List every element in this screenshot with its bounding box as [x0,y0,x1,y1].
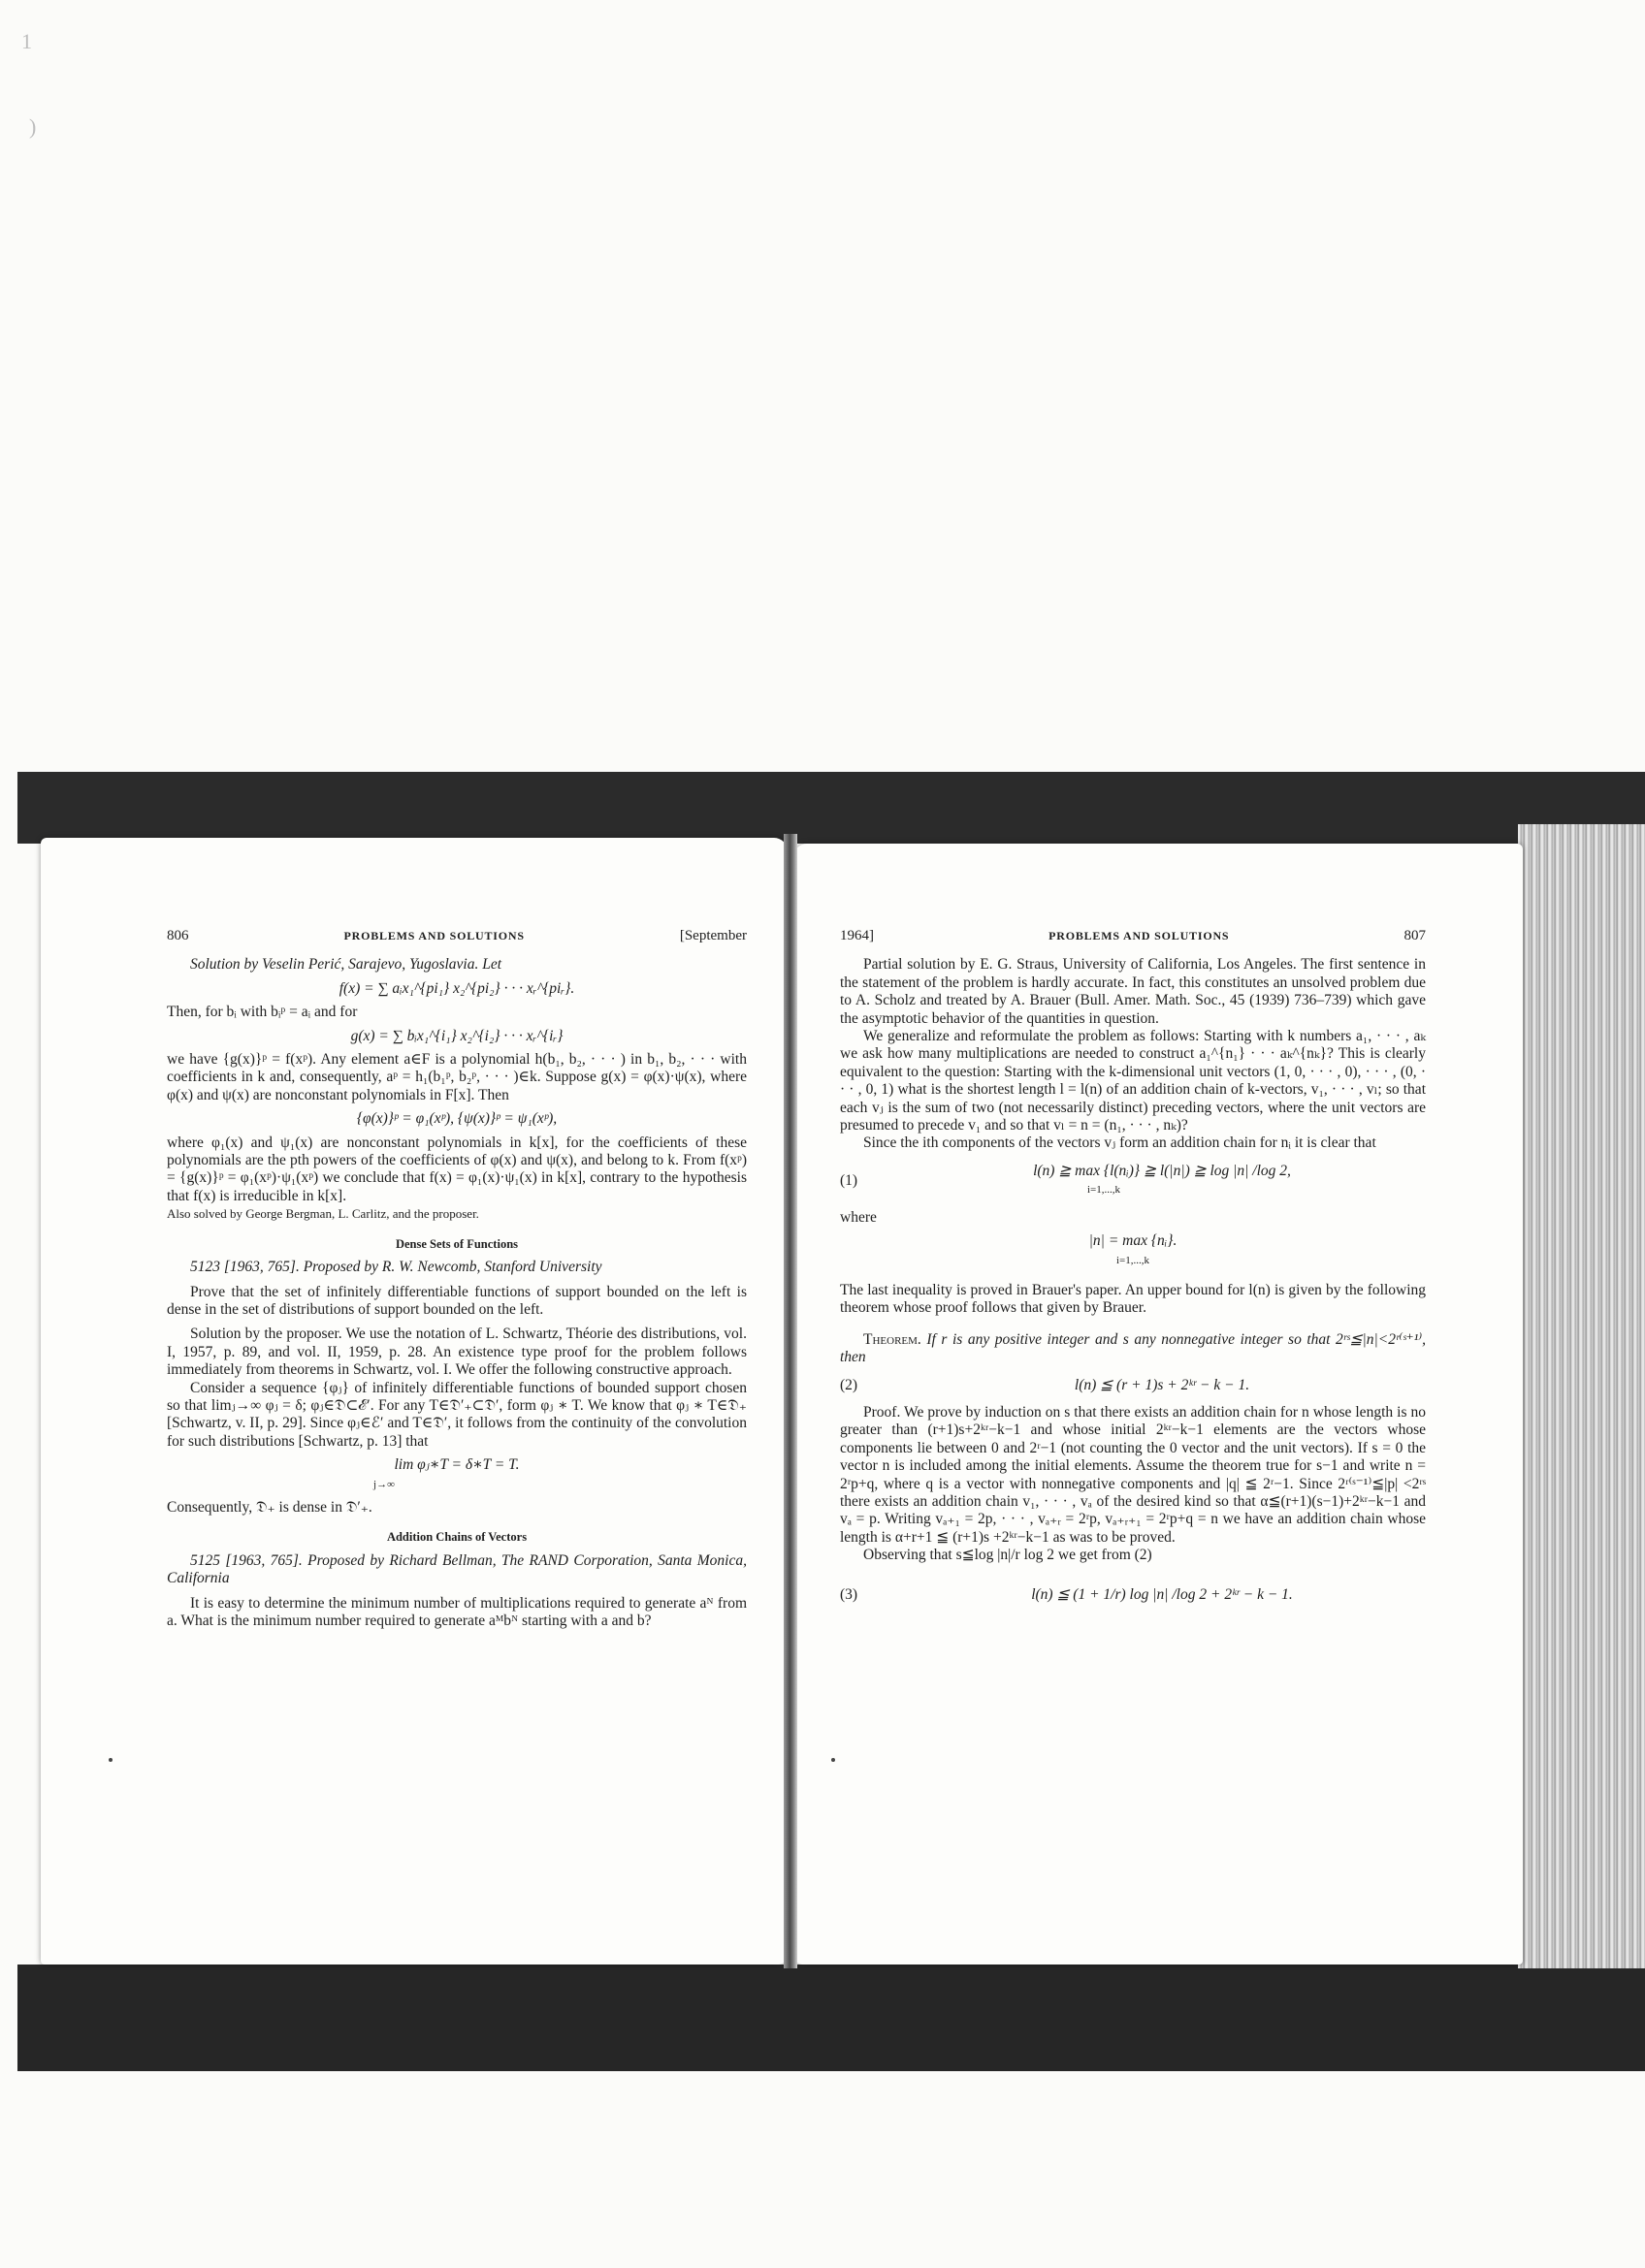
problem-header: 5125 [1963, 765]. Proposed by Richard Bellman, The RAND Corporation, Santa Monica, California [167,1551,747,1587]
equation-number: (3) [840,1585,858,1603]
page-number: 806 [167,928,189,943]
paragraph: We generalize and reformulate the problem as follows: Starting with k numbers a₁, · · · , aₖ we ask how many multiplications are needed to construct a₁^{n₁} · · · aₖ^{nₖ}? This is clearly equivalent to the question: Starting with the k-dimensional unit vectors (1, 0, · · · , 0), · · · , (0, · · · , 0, 1) what is the shortest length l = l(n) of an addition chain of k-vectors, v₁, · · · , vₗ; so that each vⱼ is the sum of two (not necessarily distinct) preceding vectors, where the unit vectors are presumed to precede v₁ and so that vₗ = n = (n₁, · · · , nₖ)? [840,1028,1426,1134]
equation-limit-main: lim φⱼ∗T = δ∗T = T. [394,1456,520,1474]
problem-statement: Prove that the set of infinitely differentiable functions of support bounded on the left is dense in the set of distributions of support bounded on the left. [167,1283,747,1318]
equation-1 [840,1163,1426,1199]
running-head-left [167,927,747,944]
equation-norm-subscript: i=1,...,k [1115,1254,1149,1266]
book-shadow-top [17,772,1645,844]
section-title: Dense Sets of Functions [395,1236,519,1251]
problem-statement: It is easy to determine the minimum number of multiplications required to generate aᴺ from a. What is the minimum number required to generate aᴹbᴺ starting with a and b? [167,1594,747,1629]
equation-norm-main: |n| = max {nᵢ}. [1088,1232,1177,1250]
page-speck [831,1758,835,1762]
equation-phi: {φ(x)}ᵖ = φ₁(xᵖ), {ψ(x)}ᵖ = ψ₁(xᵖ), [356,1110,558,1128]
solution-text: Solution by the proposer. We use the notation of L. Schwartz, Théorie des distributions, vol. I, 1957, p. 89, and vol. II, 1959, p. 28. An existence type proof for the problem follows immediately from theorems in Schwartz, vol. I. We offer the following constructive approach. [167,1326,747,1379]
paragraph: Consider a sequence {φⱼ} of infinitely differentiable functions of bounded support chosen so that limⱼ→∞ φⱼ = δ; φⱼ∈𝔇⊂ℰ′. For any T∈𝔇′₊⊂𝔇′, form φⱼ ∗ T. We know that φⱼ ∗ T∈𝔇₊ [Schwartz, v. II, p. 29]. Since φⱼ∈ℰ′ and T∈𝔇′, it follows from the continuity of the convolution for such distributions [Schwartz, p. 13] that [167,1379,747,1450]
equation-body [898,1163,1426,1199]
paragraph: Observing that s≦log |n|/r log 2 we get from (2) [863,1547,1152,1564]
text-where: where [840,1208,877,1226]
equation-2 [840,1377,1426,1394]
running-title: PROBLEMS AND SOLUTIONS [343,929,525,942]
equation-f: f(x) = ∑ aᵢx₁^{pi₁} x₂^{pi₂} · · · xᵣ^{piᵣ}. [339,979,575,997]
paragraph: Since the ith components of the vectors vⱼ form an addition chain for nᵢ it is clear that [863,1134,1376,1152]
theorem-text: If r is any positive integer and s any nonnegative integer so that 2ʳˢ≦|n|<2ʳ⁽ˢ⁺¹⁾, then [840,1330,1427,1366]
running-title: PROBLEMS AND SOLUTIONS [1048,929,1230,942]
paragraph: Consequently, 𝔇₊ is dense in 𝔇′₊. [167,1498,372,1516]
equation-body: l(n) ≦ (r + 1)s + 2ᵏʳ − k − 1. [1074,1376,1250,1393]
text-then: Then, for bᵢ with bᵢᵖ = aᵢ and for [167,1004,358,1021]
book-shadow-bottom [17,1965,1645,2071]
theorem-label: Theorem. [863,1330,921,1348]
equation-norm [840,1232,1426,1269]
equation-1-subscript: i=1,...,k [1086,1184,1120,1197]
issue-date: [September [679,928,747,943]
proof-text: Proof. We prove by induction on s that there exists an addition chain for n whose length is no greater than (r+1)s+2ᵏʳ−k−1 and whose initial 2ᵏʳ−k−1 elements are the vectors whose components lie between 0 and 2ʳ−1 (not counting the 0 vector and the unit vectors). If s = 0 the vector n is included among the initial elements. Assume the theorem true for s−1 and write n = 2ʳp+q, where q is a vector with nonnegative components and |q| ≦ 2ʳ−1. Since 2ʳ⁽ˢ⁻¹⁾≦|p| <2ʳˢ there exists an addition chain v₁, · · · , vₐ of the desired kind so that α≦(r+1)(s−1)+2ᵏʳ−k−1 and vₐ = p. Writing vₐ₊₁ = 2p, · · · , vₐ₊ᵣ = 2ʳp, vₐ₊ᵣ₊₁ = 2ʳp+q = n we have an addition chain whose length is α+r+1 ≦ (r+1)s +2ᵏʳ−k−1 as was to be proved. [840,1403,1426,1546]
equation-limit-subscript: j→∞ [373,1478,395,1490]
right-page-text [840,927,1426,1613]
problem-header: 5123 [1963, 765]. Proposed by R. W. Newcomb, Stanford University [190,1259,602,1276]
equation-limit [167,1456,747,1493]
page-number: 807 [1403,928,1426,943]
paragraph: we have {g(x)}ᵖ = f(xᵖ). Any element a∈F is a polynomial h(b₁, b₂, · · · ) in b₁, b₂, · · · with coefficients in k and, consequently, aᵖ = h₁(b₁ᵖ, b₂ᵖ, · · · )∈k. Suppose g(x) = φ(x)·ψ(x), where φ(x) and ψ(x) are nonconstant polynomials in F[x]. Then [167,1051,747,1103]
running-head-right [840,927,1426,944]
page-speck [109,1758,113,1762]
equation-3 [840,1586,1426,1604]
solution-header: Solution by Veselin Perić, Sarajevo, Yugoslavia. Let [190,956,502,974]
issue-date: 1964] [840,928,874,943]
paragraph: where φ₁(x) and ψ₁(x) are nonconstant polynomials in k[x], for the coefficients of these polynomials are the pth powers of the coefficients of φ(x) and ψ(x), and belong to k. From f(xᵖ) = {g(x)}ᵖ = φ₁(xᵖ)·ψ₁(xᵖ) we conclude that f(x) = φ₁(x)·ψ₁(x) in k[x], contrary to the hypothesis that f(x) is irreducible in k[x]. [167,1134,747,1204]
partial-solution: Partial solution by E. G. Straus, University of California, Los Angeles. The first sentence in the statement of the problem is hardly accurate. In fact, this constitutes an unsolved problem due to A. Scholz and treated by A. Brauer (Bull. Amer. Math. Soc., 45 (1939) 736–739) which gave the asymptotic behavior of the quantities in question. [840,956,1426,1027]
equation-number: (1) [840,1171,858,1189]
theorem-statement [840,1331,1426,1367]
book-gutter [784,834,797,1968]
paragraph: The last inequality is proved in Brauer's paper. An upper bound for l(n) is given by the following theorem whose proof follows that given by Brauer. [840,1281,1426,1317]
equation-g: g(x) = ∑ bᵢx₁^{i₁} x₂^{i₂} · · · xᵣ^{iᵣ} [350,1027,564,1044]
scan-mark-bracket: ) [29,114,37,139]
equation-body: l(n) ≦ (1 + 1/r) log |n| /log 2 + 2ᵏʳ − k − 1. [1031,1585,1293,1603]
equation-1-main: l(n) ≧ max {l(nᵢ)} ≧ l(|n|) ≧ log |n| /log 2, [1033,1162,1291,1179]
also-solved-note: Also solved by George Bergman, L. Carlitz, and the proposer. [167,1206,479,1222]
section-title: Addition Chains of Vectors [386,1530,528,1545]
scan-mark-top: 1 [21,29,32,53]
left-page-text [167,927,747,1630]
equation-number: (2) [840,1376,858,1393]
book-page-edges [1518,824,1645,1968]
